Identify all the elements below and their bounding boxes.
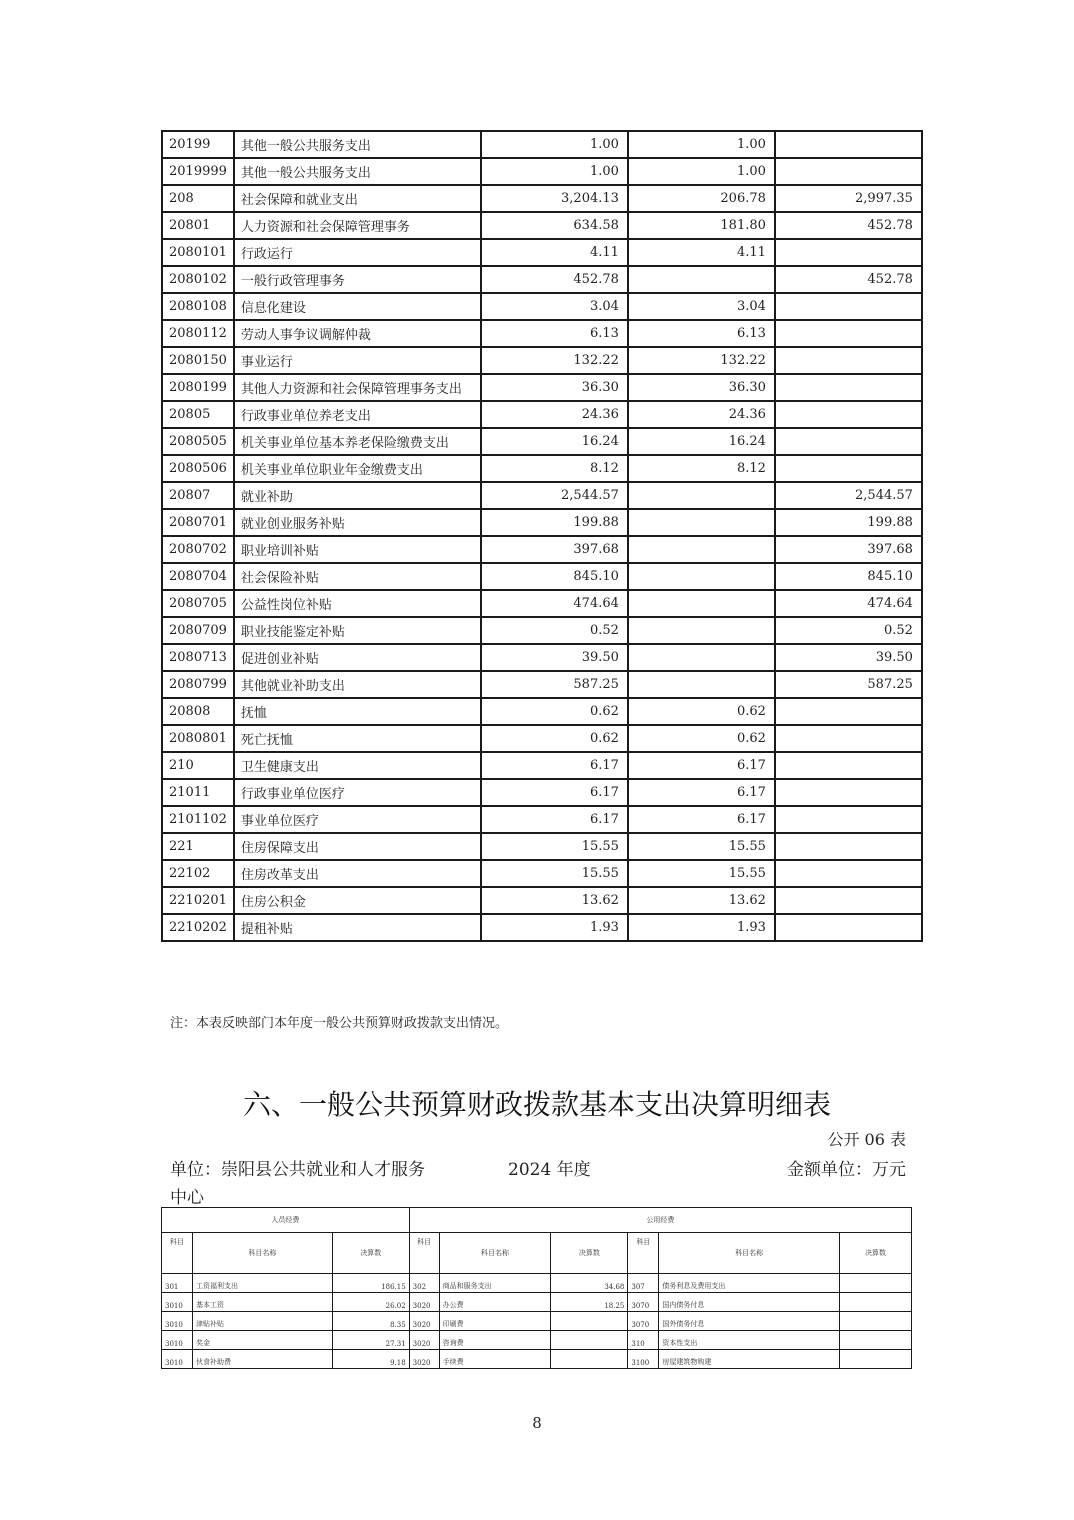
- table-row: [162, 698, 922, 725]
- project-amount: 2,997.35: [775, 185, 922, 212]
- total-amount: 2,544.57: [481, 482, 628, 509]
- subject-code: 301: [162, 1274, 193, 1293]
- subject-code: 2080108: [162, 293, 234, 320]
- amount-unit: 金额单位：万元: [787, 1160, 906, 1180]
- basic-amount: [628, 563, 775, 590]
- subject-code: 20808: [162, 698, 234, 725]
- subject-name: 印刷费: [439, 1312, 551, 1331]
- column-header-row: [162, 1233, 912, 1274]
- project-amount: [775, 401, 922, 428]
- total-amount: 13.62: [481, 887, 628, 914]
- col-name-header: 科目名称: [659, 1233, 840, 1274]
- basic-amount: [628, 671, 775, 698]
- table-row: [162, 1293, 912, 1312]
- basic-amount: 16.24: [628, 428, 775, 455]
- basic-amount: 36.30: [628, 374, 775, 401]
- subject-code: 20805: [162, 401, 234, 428]
- table-row: [162, 266, 922, 293]
- page-number: 8: [532, 1414, 542, 1432]
- project-amount: 0.52: [775, 617, 922, 644]
- total-amount: 474.64: [481, 590, 628, 617]
- group-header-row: [162, 1208, 912, 1233]
- subject-name: 就业创业服务补贴: [234, 509, 481, 536]
- subject-code: 3020: [409, 1350, 439, 1369]
- amount: 186.15: [332, 1274, 409, 1293]
- project-amount: 845.10: [775, 563, 922, 590]
- subject-code: 3010: [162, 1293, 193, 1312]
- basic-amount: [628, 509, 775, 536]
- subject-name: 人力资源和社会保障管理事务: [234, 212, 481, 239]
- subject-name: 咨询费: [439, 1331, 551, 1350]
- subject-name: 住房保障支出: [234, 833, 481, 860]
- project-amount: [775, 455, 922, 482]
- subject-name: 一般行政管理事务: [234, 266, 481, 293]
- subject-name: 住房公积金: [234, 887, 481, 914]
- amount: [551, 1350, 628, 1369]
- subject-code: 3020: [409, 1312, 439, 1331]
- col-code-header: 科目: [409, 1233, 439, 1274]
- subject-name: 津贴补贴: [192, 1312, 332, 1331]
- subject-name: 国内债务付息: [659, 1293, 840, 1312]
- subject-name: 提租补贴: [234, 914, 481, 941]
- subject-name: 基本工资: [192, 1293, 332, 1312]
- subject-code: 2210202: [162, 914, 234, 941]
- total-amount: 132.22: [481, 347, 628, 374]
- total-amount: 1.00: [481, 131, 628, 158]
- subject-name: 社会保险补贴: [234, 563, 481, 590]
- subject-name: 卫生健康支出: [234, 752, 481, 779]
- project-amount: [775, 374, 922, 401]
- project-amount: [775, 158, 922, 185]
- table-row: [162, 509, 922, 536]
- subject-code: 20199: [162, 131, 234, 158]
- total-amount: 6.17: [481, 752, 628, 779]
- basic-amount: [628, 266, 775, 293]
- subject-code: 2080701: [162, 509, 234, 536]
- total-amount: 1.00: [481, 158, 628, 185]
- unit-name-continued: 中心: [170, 1188, 204, 1208]
- subject-code: 3070: [628, 1312, 659, 1331]
- subject-name: 商品和服务支出: [439, 1274, 551, 1293]
- total-amount: 3.04: [481, 293, 628, 320]
- table-row: [162, 779, 922, 806]
- subject-code: 2080102: [162, 266, 234, 293]
- subject-code: 2080709: [162, 617, 234, 644]
- col-code-header: 科目: [628, 1233, 659, 1274]
- table-row: [162, 185, 922, 212]
- amount: 34.68: [551, 1274, 628, 1293]
- project-amount: [775, 428, 922, 455]
- amount: 18.25: [551, 1293, 628, 1312]
- col-name-header: 科目名称: [439, 1233, 551, 1274]
- col-amount-header: 决算数: [551, 1233, 628, 1274]
- project-amount: 474.64: [775, 590, 922, 617]
- project-amount: 452.78: [775, 212, 922, 239]
- table-row: [162, 914, 922, 941]
- subject-name: 奖金: [192, 1331, 332, 1350]
- table-row: [162, 212, 922, 239]
- table-row: [162, 482, 922, 509]
- total-amount: 1.93: [481, 914, 628, 941]
- amount: [840, 1350, 912, 1369]
- total-amount: 397.68: [481, 536, 628, 563]
- table-row: [162, 1350, 912, 1369]
- expenditure-table: [161, 130, 923, 942]
- total-amount: 587.25: [481, 671, 628, 698]
- table-row: [162, 374, 922, 401]
- table-row: [162, 887, 922, 914]
- table-row: [162, 860, 922, 887]
- subject-name: 行政事业单位医疗: [234, 779, 481, 806]
- subject-code: 3010: [162, 1350, 193, 1369]
- project-amount: [775, 914, 922, 941]
- amount: [551, 1312, 628, 1331]
- basic-amount: 15.55: [628, 833, 775, 860]
- amount: 27.31: [332, 1331, 409, 1350]
- subject-name: 信息化建设: [234, 293, 481, 320]
- subject-name: 房屋建筑物购建: [659, 1350, 840, 1369]
- subject-code: 3010: [162, 1331, 193, 1350]
- table-number: 公开 06 表: [827, 1130, 906, 1149]
- total-amount: 8.12: [481, 455, 628, 482]
- subject-name: 行政事业单位养老支出: [234, 401, 481, 428]
- table-row: [162, 428, 922, 455]
- amount: 26.02: [332, 1293, 409, 1312]
- table-row: [162, 536, 922, 563]
- subject-name: 劳动人事争议调解仲裁: [234, 320, 481, 347]
- subject-code: 2080799: [162, 671, 234, 698]
- total-amount: 6.17: [481, 779, 628, 806]
- subject-name: 抚恤: [234, 698, 481, 725]
- subject-code: 21011: [162, 779, 234, 806]
- basic-amount: 0.62: [628, 725, 775, 752]
- table-row: [162, 1331, 912, 1350]
- subject-code: 20801: [162, 212, 234, 239]
- total-amount: 452.78: [481, 266, 628, 293]
- basic-amount: 1.00: [628, 158, 775, 185]
- subject-code: 22102: [162, 860, 234, 887]
- subject-name: 手续费: [439, 1350, 551, 1369]
- project-amount: 39.50: [775, 644, 922, 671]
- subject-code: 2080505: [162, 428, 234, 455]
- basic-amount: 6.17: [628, 752, 775, 779]
- subject-name: 其他人力资源和社会保障管理事务支出: [234, 374, 481, 401]
- subject-name: 行政运行: [234, 239, 481, 266]
- subject-code: 2080112: [162, 320, 234, 347]
- amount: [840, 1274, 912, 1293]
- table-note: 注：本表反映部门本年度一般公共预算财政拨款支出情况。: [170, 1016, 509, 1031]
- subject-code: 221: [162, 833, 234, 860]
- group-public-header: 公用经费: [409, 1208, 911, 1233]
- table-row: [162, 752, 922, 779]
- table-row: [162, 671, 922, 698]
- subject-code: 2080705: [162, 590, 234, 617]
- basic-amount: 4.11: [628, 239, 775, 266]
- basic-amount: [628, 482, 775, 509]
- subject-name: 社会保障和就业支出: [234, 185, 481, 212]
- total-amount: 39.50: [481, 644, 628, 671]
- subject-code: 310: [628, 1331, 659, 1350]
- subject-name: 办公费: [439, 1293, 551, 1312]
- project-amount: 397.68: [775, 536, 922, 563]
- section-title: 六、一般公共预算财政拨款基本支出决算明细表: [242, 1088, 831, 1121]
- subject-code: 2019999: [162, 158, 234, 185]
- subject-name: 促进创业补贴: [234, 644, 481, 671]
- amount: [840, 1293, 912, 1312]
- group-personnel-header: 人员经费: [162, 1208, 410, 1233]
- subject-name: 事业单位医疗: [234, 806, 481, 833]
- project-amount: [775, 833, 922, 860]
- subject-code: 302: [409, 1274, 439, 1293]
- subject-name: 其他一般公共服务支出: [234, 158, 481, 185]
- table-row: [162, 806, 922, 833]
- subject-name: 资本性支出: [659, 1331, 840, 1350]
- table-row: [162, 320, 922, 347]
- project-amount: [775, 698, 922, 725]
- total-amount: 199.88: [481, 509, 628, 536]
- project-amount: 587.25: [775, 671, 922, 698]
- subject-code: 3020: [409, 1293, 439, 1312]
- basic-amount: [628, 644, 775, 671]
- basic-amount: [628, 536, 775, 563]
- subject-code: 210: [162, 752, 234, 779]
- subject-code: 20807: [162, 482, 234, 509]
- total-amount: 4.11: [481, 239, 628, 266]
- total-amount: 24.36: [481, 401, 628, 428]
- subject-code: 3070: [628, 1293, 659, 1312]
- col-code-header: 科目: [162, 1233, 193, 1274]
- table-row: [162, 158, 922, 185]
- total-amount: 0.62: [481, 698, 628, 725]
- subject-code: 3010: [162, 1312, 193, 1331]
- basic-amount: 6.13: [628, 320, 775, 347]
- table-row: [162, 563, 922, 590]
- subject-code: 2080702: [162, 536, 234, 563]
- subject-name: 职业培训补贴: [234, 536, 481, 563]
- subject-code: 2080713: [162, 644, 234, 671]
- project-amount: 2,544.57: [775, 482, 922, 509]
- subject-name: 其他一般公共服务支出: [234, 131, 481, 158]
- table-row: [162, 401, 922, 428]
- subject-code: 2080199: [162, 374, 234, 401]
- subject-code: 2080506: [162, 455, 234, 482]
- project-amount: [775, 347, 922, 374]
- table-row: [162, 1312, 912, 1331]
- total-amount: 15.55: [481, 833, 628, 860]
- subject-code: 2101102: [162, 806, 234, 833]
- table-row: [162, 590, 922, 617]
- table-row: [162, 617, 922, 644]
- table-row: [162, 455, 922, 482]
- subject-code: 307: [628, 1274, 659, 1293]
- total-amount: 6.13: [481, 320, 628, 347]
- project-amount: 199.88: [775, 509, 922, 536]
- subject-name: 伙食补助费: [192, 1350, 332, 1369]
- basic-amount: 6.17: [628, 806, 775, 833]
- col-amount-header: 决算数: [332, 1233, 409, 1274]
- basic-amount: 6.17: [628, 779, 775, 806]
- subject-code: 2210201: [162, 887, 234, 914]
- subject-name: 工资福利支出: [192, 1274, 332, 1293]
- subject-name: 机关事业单位基本养老保险缴费支出: [234, 428, 481, 455]
- subject-code: 2080801: [162, 725, 234, 752]
- subject-name: 债务利息及费用支出: [659, 1274, 840, 1293]
- table-row: [162, 131, 922, 158]
- basic-amount: 8.12: [628, 455, 775, 482]
- subject-code: 2080150: [162, 347, 234, 374]
- unit-name: 单位：崇阳县公共就业和人才服务: [170, 1160, 425, 1180]
- subject-name: 事业运行: [234, 347, 481, 374]
- table-row: [162, 239, 922, 266]
- project-amount: [775, 131, 922, 158]
- basic-amount: 132.22: [628, 347, 775, 374]
- basic-amount: 1.00: [628, 131, 775, 158]
- subject-name: 就业补助: [234, 482, 481, 509]
- subject-name: 国外债务付息: [659, 1312, 840, 1331]
- basic-amount: 24.36: [628, 401, 775, 428]
- total-amount: 6.17: [481, 806, 628, 833]
- project-amount: 452.78: [775, 266, 922, 293]
- subject-name: 公益性岗位补贴: [234, 590, 481, 617]
- total-amount: 634.58: [481, 212, 628, 239]
- table-row: [162, 347, 922, 374]
- total-amount: 845.10: [481, 563, 628, 590]
- col-amount-header: 决算数: [840, 1233, 912, 1274]
- basic-amount: 206.78: [628, 185, 775, 212]
- amount: [840, 1331, 912, 1350]
- basic-amount: [628, 590, 775, 617]
- total-amount: 3,204.13: [481, 185, 628, 212]
- fiscal-year: 2024 年度: [508, 1160, 591, 1180]
- basic-amount: 1.93: [628, 914, 775, 941]
- basic-amount: 0.62: [628, 698, 775, 725]
- subject-name: 职业技能鉴定补贴: [234, 617, 481, 644]
- amount: 8.35: [332, 1312, 409, 1331]
- basic-amount: 181.80: [628, 212, 775, 239]
- project-amount: [775, 779, 922, 806]
- total-amount: 0.52: [481, 617, 628, 644]
- table-row: [162, 833, 922, 860]
- basic-amount: 15.55: [628, 860, 775, 887]
- table-row: [162, 293, 922, 320]
- basic-amount: [628, 617, 775, 644]
- subject-code: 3020: [409, 1331, 439, 1350]
- project-amount: [775, 320, 922, 347]
- table-row: [162, 1274, 912, 1293]
- basic-amount: 3.04: [628, 293, 775, 320]
- amount: [840, 1312, 912, 1331]
- project-amount: [775, 806, 922, 833]
- subject-code: 2080704: [162, 563, 234, 590]
- project-amount: [775, 293, 922, 320]
- total-amount: 0.62: [481, 725, 628, 752]
- subject-code: 3100: [628, 1350, 659, 1369]
- subject-name: 其他就业补助支出: [234, 671, 481, 698]
- total-amount: 15.55: [481, 860, 628, 887]
- col-name-header: 科目名称: [192, 1233, 332, 1274]
- project-amount: [775, 887, 922, 914]
- subject-code: 208: [162, 185, 234, 212]
- table-row: [162, 644, 922, 671]
- total-amount: 16.24: [481, 428, 628, 455]
- amount: 9.18: [332, 1350, 409, 1369]
- basic-amount: 13.62: [628, 887, 775, 914]
- project-amount: [775, 860, 922, 887]
- amount: [551, 1331, 628, 1350]
- project-amount: [775, 239, 922, 266]
- project-amount: [775, 752, 922, 779]
- subject-code: 2080101: [162, 239, 234, 266]
- total-amount: 36.30: [481, 374, 628, 401]
- basic-expenditure-detail-table: [161, 1207, 912, 1369]
- project-amount: [775, 725, 922, 752]
- table-row: [162, 725, 922, 752]
- subject-name: 住房改革支出: [234, 860, 481, 887]
- subject-name: 死亡抚恤: [234, 725, 481, 752]
- subject-name: 机关事业单位职业年金缴费支出: [234, 455, 481, 482]
